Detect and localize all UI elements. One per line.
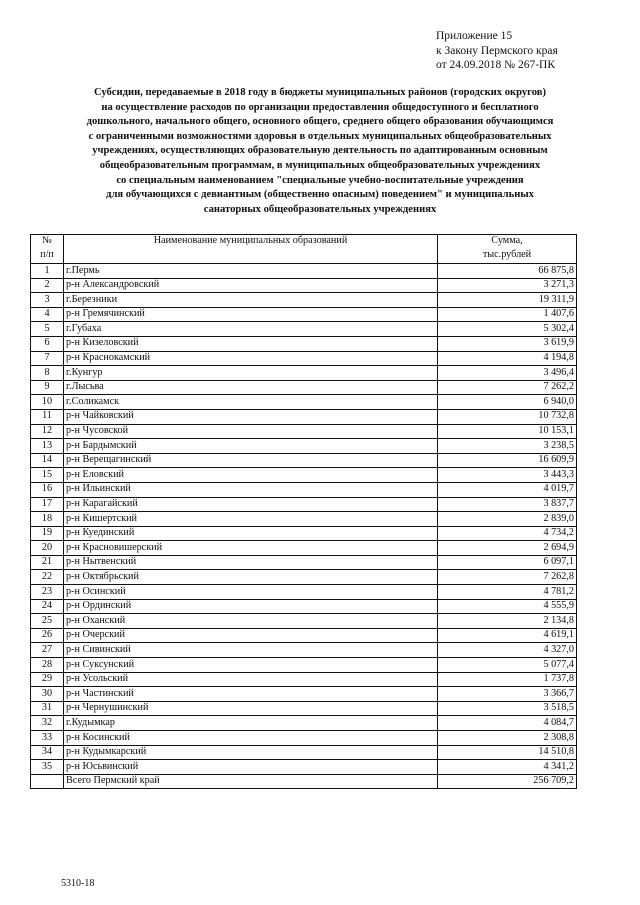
row-name: р-н Юсьвинский: [64, 760, 438, 775]
row-sum: 10 153,1: [438, 424, 577, 439]
header-num: №: [31, 235, 64, 250]
total-row: [31, 774, 577, 789]
row-name: г.Пермь: [64, 264, 438, 279]
row-num: 2: [31, 278, 64, 293]
row-name: р-н Гремячинский: [64, 307, 438, 322]
row-sum: 4 194,8: [438, 351, 577, 366]
row-num: 16: [31, 482, 64, 497]
table-row: [31, 322, 577, 337]
row-name: р-н Кизеловский: [64, 336, 438, 351]
row-sum: 4 555,9: [438, 599, 577, 614]
title-line: дошкольного, начального общего, основного общего, среднего общего образования обучающимся: [86, 116, 554, 128]
row-num: 30: [31, 687, 64, 702]
appendix-header: [436, 29, 558, 73]
row-sum: 1 737,8: [438, 672, 577, 687]
table-row: [31, 307, 577, 322]
table-row: [31, 658, 577, 673]
row-sum: 6 097,1: [438, 555, 577, 570]
row-sum: 7 262,2: [438, 380, 577, 395]
row-name: р-н Нытвенский: [64, 555, 438, 570]
row-sum: 3 619,9: [438, 336, 577, 351]
row-num: 18: [31, 512, 64, 527]
row-name: р-н Чайковский: [64, 409, 438, 424]
table-row: [31, 701, 577, 716]
appendix-law-reference: к Закону Пермского края: [436, 44, 558, 57]
row-num: 28: [31, 658, 64, 673]
table-row: [31, 512, 577, 527]
header-sum: Сумма,: [438, 235, 577, 250]
row-name: р-н Ординский: [64, 599, 438, 614]
row-sum: 5 077,4: [438, 658, 577, 673]
header-name: Наименование муниципальных образований: [64, 235, 438, 250]
table-row: [31, 409, 577, 424]
table-row: [31, 570, 577, 585]
row-sum: 4 734,2: [438, 526, 577, 541]
row-num: 3: [31, 293, 64, 308]
row-num: 15: [31, 468, 64, 483]
row-num: 6: [31, 336, 64, 351]
row-name: р-н Верещагинский: [64, 453, 438, 468]
table-row: [31, 468, 577, 483]
table-row: [31, 482, 577, 497]
table-row: [31, 366, 577, 381]
table-row: [31, 643, 577, 658]
header-name-sub: [64, 249, 438, 264]
row-num: 5: [31, 322, 64, 337]
total-sum: 256 709,2: [438, 774, 577, 789]
document-code: 5310-18: [61, 878, 95, 889]
row-num: 20: [31, 541, 64, 556]
table-row: [31, 336, 577, 351]
appendix-number: Приложение 15: [436, 30, 513, 42]
row-sum: 10 732,8: [438, 409, 577, 424]
row-num: 4: [31, 307, 64, 322]
row-sum: 6 940,0: [438, 395, 577, 410]
row-name: р-н Октябрьский: [64, 570, 438, 585]
row-name: г.Кунгур: [64, 366, 438, 381]
table-row: [31, 293, 577, 308]
table-row: [31, 395, 577, 410]
row-num: 13: [31, 439, 64, 454]
row-name: р-н Ильинский: [64, 482, 438, 497]
row-name: р-н Чернушинский: [64, 701, 438, 716]
row-num: 25: [31, 614, 64, 629]
row-num: 21: [31, 555, 64, 570]
row-num: 31: [31, 701, 64, 716]
row-sum: 3 496,4: [438, 366, 577, 381]
row-num: 19: [31, 526, 64, 541]
row-sum: 3 518,5: [438, 701, 577, 716]
table-row: [31, 264, 577, 279]
title-line: на осуществление расходов по организации предоставления общедоступного и бесплатного: [101, 101, 539, 113]
row-num: 22: [31, 570, 64, 585]
row-name: г.Кудымкар: [64, 716, 438, 731]
row-sum: 3 271,3: [438, 278, 577, 293]
row-sum: 2 839,0: [438, 512, 577, 527]
title-line: со специальным наименованием "специальные учебно-воспитательные учреждения: [116, 174, 524, 186]
row-name: г.Губаха: [64, 322, 438, 337]
row-num: 24: [31, 599, 64, 614]
row-num: 27: [31, 643, 64, 658]
table-row: [31, 599, 577, 614]
row-name: р-н Осинский: [64, 585, 438, 600]
row-name: р-н Кудымкарский: [64, 745, 438, 760]
table-row: [31, 541, 577, 556]
row-num: 12: [31, 424, 64, 439]
row-num: 33: [31, 731, 64, 746]
table-body: [31, 264, 577, 775]
row-sum: 2 694,9: [438, 541, 577, 556]
row-name: р-н Сивинский: [64, 643, 438, 658]
row-name: р-н Краснокамский: [64, 351, 438, 366]
row-name: р-н Оханский: [64, 614, 438, 629]
row-sum: 19 311,9: [438, 293, 577, 308]
row-sum: 3 366,7: [438, 687, 577, 702]
row-name: р-н Куединский: [64, 526, 438, 541]
table-row: [31, 278, 577, 293]
row-name: г.Соликамск: [64, 395, 438, 410]
table-row: [31, 424, 577, 439]
row-name: р-н Усольский: [64, 672, 438, 687]
row-num: 11: [31, 409, 64, 424]
row-name: р-н Косинский: [64, 731, 438, 746]
row-sum: 7 262,8: [438, 570, 577, 585]
title-line: с ограниченными возможностями здоровья в отдельных муниципальных общеобразовательных: [88, 130, 552, 142]
row-sum: 14 510,8: [438, 745, 577, 760]
total-label: Всего Пермский край: [64, 774, 438, 789]
table-row: [31, 497, 577, 512]
row-sum: 4 019,7: [438, 482, 577, 497]
row-sum: 3 238,5: [438, 439, 577, 454]
row-sum: 3 443,3: [438, 468, 577, 483]
total-num: [31, 774, 64, 789]
header-num-sub: п/п: [31, 249, 64, 264]
table-row: [31, 351, 577, 366]
row-num: 29: [31, 672, 64, 687]
table-row: [31, 555, 577, 570]
appendix-law-date: от 24.09.2018 № 267-ПК: [436, 59, 556, 71]
row-sum: 3 837,7: [438, 497, 577, 512]
table-row: [31, 760, 577, 775]
row-sum: 4 084,7: [438, 716, 577, 731]
table-row: [31, 585, 577, 600]
row-name: р-н Чусовской: [64, 424, 438, 439]
row-name: р-н Александровский: [64, 278, 438, 293]
row-num: 34: [31, 745, 64, 760]
row-num: 10: [31, 395, 64, 410]
row-num: 8: [31, 366, 64, 381]
row-num: 9: [31, 380, 64, 395]
row-sum: 2 308,8: [438, 731, 577, 746]
title-line: для обучающихся с девиантным (общественно опасным) поведением" и муниципальных: [106, 189, 534, 201]
table-header: [31, 235, 577, 264]
row-sum: 2 134,8: [438, 614, 577, 629]
row-sum: 4 781,2: [438, 585, 577, 600]
table-row: [31, 526, 577, 541]
table-row: [31, 614, 577, 629]
table-row: [31, 439, 577, 454]
row-name: р-н Суксунский: [64, 658, 438, 673]
row-num: 1: [31, 264, 64, 279]
row-sum: 4 327,0: [438, 643, 577, 658]
table-row: [31, 731, 577, 746]
row-sum: 4 619,1: [438, 628, 577, 643]
header-row: [31, 235, 577, 250]
row-num: 7: [31, 351, 64, 366]
table-row: [31, 380, 577, 395]
row-sum: 66 875,8: [438, 264, 577, 279]
header-sum-sub: тыс.рублей: [438, 249, 577, 264]
table-row: [31, 453, 577, 468]
row-sum: 5 302,4: [438, 322, 577, 337]
row-sum: 4 341,2: [438, 760, 577, 775]
row-num: 32: [31, 716, 64, 731]
table-row: [31, 716, 577, 731]
table-row: [31, 745, 577, 760]
row-num: 17: [31, 497, 64, 512]
table-footer: [31, 774, 577, 789]
table-row: [31, 687, 577, 702]
row-sum: 1 407,6: [438, 307, 577, 322]
row-name: р-н Еловский: [64, 468, 438, 483]
row-name: г.Лысьва: [64, 380, 438, 395]
table-row: [31, 672, 577, 687]
row-name: р-н Кишертский: [64, 512, 438, 527]
row-name: р-н Частинский: [64, 687, 438, 702]
row-name: р-н Бардымский: [64, 439, 438, 454]
title-line: санаторных общеобразовательных учреждениях: [203, 203, 437, 215]
row-name: р-н Красновишерский: [64, 541, 438, 556]
row-name: р-н Очерский: [64, 628, 438, 643]
title-line: учреждениях, осуществляющих образовательную деятельность по адаптированным основным: [92, 145, 548, 157]
header-row: [31, 249, 577, 264]
row-name: р-н Карагайский: [64, 497, 438, 512]
row-num: 35: [31, 760, 64, 775]
document-title: [30, 86, 610, 217]
table-row: [31, 628, 577, 643]
title-line: общеобразовательным программам, в муниципальных общеобразовательных учреждениях: [99, 159, 541, 171]
title-line: Субсидии, передаваемые в 2018 году в бюджеты муниципальных районов (городских округов): [93, 87, 547, 98]
row-name: г.Березники: [64, 293, 438, 308]
row-sum: 16 609,9: [438, 453, 577, 468]
row-num: 14: [31, 453, 64, 468]
subsidies-table: [30, 234, 577, 789]
row-num: 26: [31, 628, 64, 643]
row-num: 23: [31, 585, 64, 600]
